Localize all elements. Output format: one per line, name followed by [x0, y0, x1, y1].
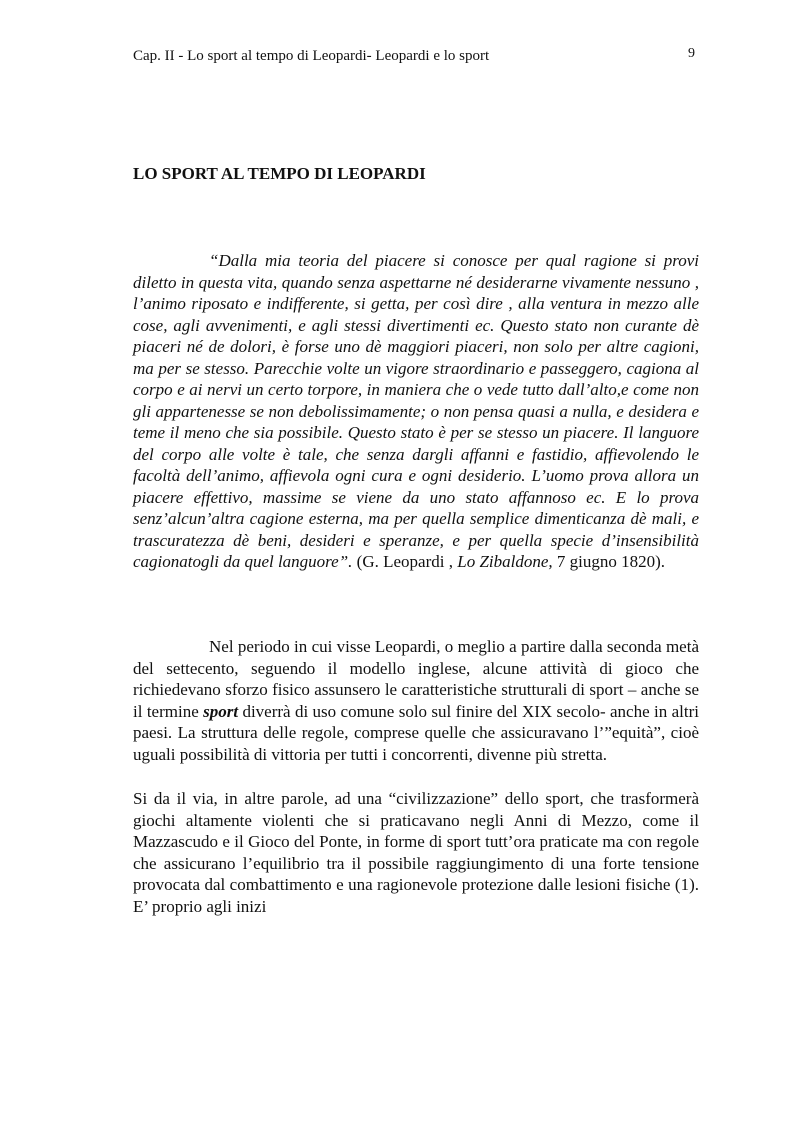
paragraph-2: Si da il via, in altre parole, ad una “civilizzazione” dello sport, che trasformerà giochi altamente violenti che si praticavano negli Anni di Mezzo, come il Mazzascudo e il Gioco del Ponte, in forme di sport tutt’ora praticate ma con regole che assicurano l’equilibrio tra il possibile raggiungimento di una forte tensione provocata dal combattimento e una ragionevole protezione dalle lesioni fisiche (1). E’ proprio agli inizi — [133, 789, 699, 916]
page-number: 9 — [688, 46, 695, 61]
citation-prefix: (G. Leopardi , — [352, 552, 458, 571]
paragraph-1-after: diverrà di uso comune solo sul finire del XIX secolo- anche in altri paesi. La struttura delle regole, comprese quelle che assicuravano l’”equità”, cioè uguali possibilità di vittoria per tutti i concorrenti, divenne più stretta. — [133, 701, 699, 764]
paragraph-1 — [133, 636, 699, 765]
citation-work: Lo Zibaldone, — [457, 552, 553, 571]
paragraph-1-before: Nel periodo in cui visse Leopardi, o meglio a partire dalla seconda metà del settecento, seguendo il modello inglese, alcune attività di gioco che richiedevano sforzo fisico assunsero le caratteristiche strutturali di sport – anche se il termine — [133, 637, 699, 721]
running-header: Cap. II - Lo sport al tempo di Leopardi- Leopardi e lo sport — [133, 48, 490, 64]
section-title: LO SPORT AL TEMPO DI LEOPARDI — [133, 164, 426, 183]
paragraph-1-emphasis: sport — [203, 701, 239, 721]
citation-suffix: 7 giugno 1820). — [552, 552, 666, 571]
block-quote — [133, 250, 699, 573]
quote-text: “Dalla mia teoria del piacere si conosce per qual ragione si provi diletto in questa vita, quando senza aspettarne né desiderarne vivamente nessuno , l’animo riposato e indifferente, si getta, per così dire , alla ventura in mezzo alle cose, agli avvenimenti, e agli stessi divertimenti ec. Questo stato non curante dè piaceri né de dolori, è forse uno dè maggiori piaceri, non solo per altre cagioni, ma per se stesso. Parecchie volte un vigore straordinario e passeggero, cagiona al corpo e ai nervi un certo torpore, in maniera che o vede tutto dall’alto,e come non gli appartenesse se non debolissimamente; o non pensa quasi a nulla, e desidera e teme il meno che sia possibile. Questo stato è per se stesso un piacere. Il languore del corpo alle volte è tale, che senza dargli affanni e fastidio, affievolendo le facoltà dell’animo, affievola ogni cura e ogni desiderio. L’uomo prova allora un piacere effettivo, massime se viene da uno stato affannoso ec. E lo prova senz’alcun’altra cagione esterna, ma per quella semplice dimenticanza dè mali, e trascuratezza dè beni, desideri e speranze, e per quella specie d’insensibilità cagionatogli da quel languore”. — [133, 251, 699, 571]
